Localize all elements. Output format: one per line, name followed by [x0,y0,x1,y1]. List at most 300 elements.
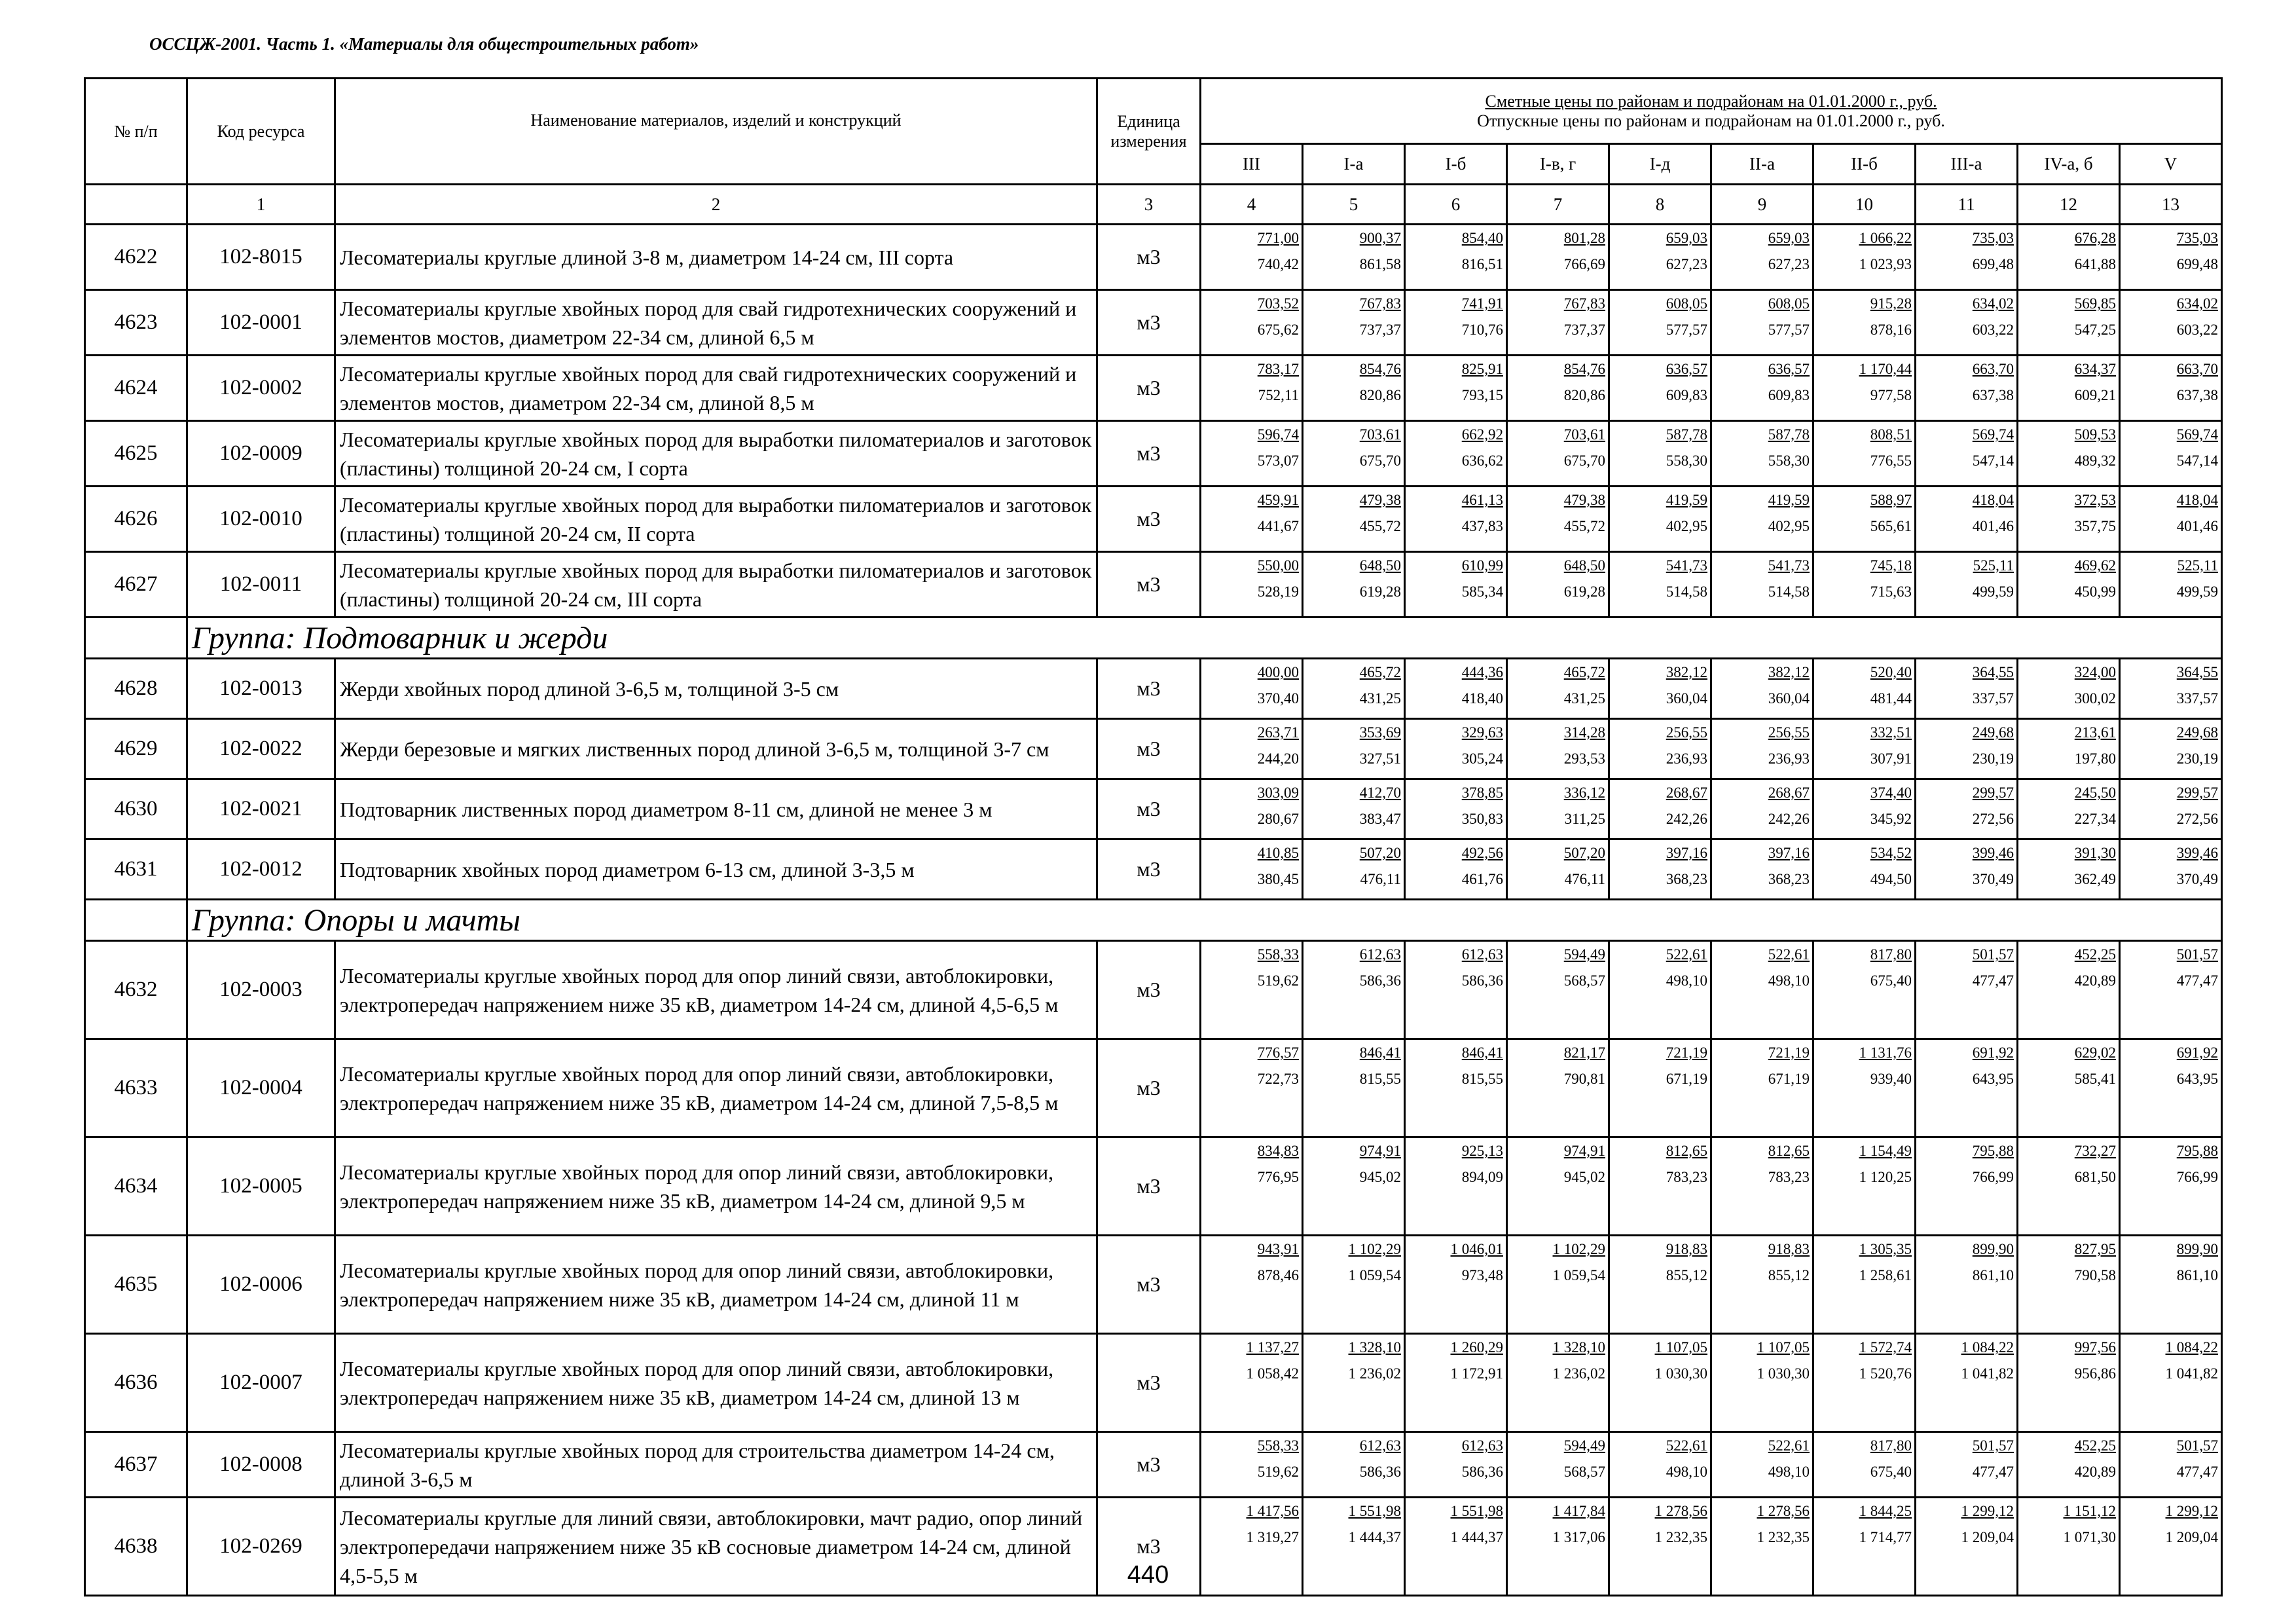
price-estimate: 1 102,29 [1552,1241,1605,1257]
row-num: 4626 [85,487,187,552]
price-release: 1 319,27 [1246,1529,1299,1545]
price-estimate: 1 084,22 [2165,1339,2219,1356]
price-release: 861,58 [1359,256,1401,272]
price-cell [2018,421,2120,487]
price-estimate: 492,56 [1461,845,1503,861]
price-cell [1916,659,2018,719]
price-estimate: 745,18 [1870,557,1912,574]
price-estimate: 522,61 [1666,1437,1707,1454]
price-cell [1711,1039,1813,1137]
price-estimate: 382,12 [1666,664,1707,680]
price-estimate: 1 299,12 [2165,1503,2219,1519]
price-release: 619,28 [1563,583,1605,600]
price-cell [2018,487,2120,552]
price-cell [1405,941,1507,1039]
material-name: Лесоматериалы круглые хвойных пород для свай гидротехнических сооружений и элементов мостов, диаметром 22-34 см, длиной 8,5 м [335,356,1097,421]
price-cell [1609,719,1711,779]
price-estimate: 808,51 [1870,426,1912,443]
price-cell [1711,290,1813,356]
price-cell [1201,941,1303,1039]
price-release: 586,36 [1359,972,1401,989]
price-estimate: 594,49 [1563,1437,1605,1454]
price-cell [2120,1039,2222,1137]
price-estimate: 812,65 [1666,1143,1707,1159]
price-release: 1 258,61 [1859,1267,1912,1283]
price-cell [1609,840,1711,900]
row-num: 4638 [85,1498,187,1596]
price-release: 1 030,30 [1654,1365,1707,1382]
price-release: 573,07 [1257,452,1299,469]
price-cell [1507,225,1609,290]
price-cell [1201,290,1303,356]
price-release: 776,55 [1870,452,1912,469]
price-cell [1609,552,1711,618]
price-cell [1916,1137,2018,1236]
price-release: 586,36 [1359,1464,1401,1480]
price-release: 441,67 [1257,518,1299,534]
column-number: 9 [1711,185,1813,225]
price-release: 1 071,30 [2063,1529,2116,1545]
price-estimate: 846,41 [1359,1044,1401,1061]
price-cell [1303,1432,1405,1498]
price-cell [1609,659,1711,719]
price-cell [1609,779,1711,840]
column-number: 1 [187,185,335,225]
material-name: Лесоматериалы круглые хвойных пород для свай гидротехнических сооружений и элементов мостов, диаметром 22-34 см, длиной 6,5 м [335,290,1097,356]
price-release: 300,02 [2074,690,2116,707]
price-cell [1201,552,1303,618]
price-release: 236,93 [1666,750,1707,767]
price-cell [2018,1334,2120,1432]
price-cell [1303,225,1405,290]
price-release: 307,91 [1870,750,1912,767]
price-estimate: 1 066,22 [1859,230,1912,246]
price-estimate: 1 107,05 [1654,1339,1707,1356]
price-release: 1 058,42 [1246,1365,1299,1382]
price-release: 776,95 [1257,1169,1299,1185]
column-number: 2 [335,185,1097,225]
price-release: 305,24 [1461,750,1503,767]
header-region: III-а [1916,144,2018,185]
price-release: 737,37 [1359,322,1401,338]
price-release: 431,25 [1359,690,1401,707]
price-estimate: 459,91 [1257,492,1299,508]
row-num: 4624 [85,356,187,421]
resource-code: 102-0008 [187,1432,335,1498]
price-release: 494,50 [1870,871,1912,887]
price-cell [1813,487,1916,552]
price-release: 766,99 [2176,1169,2219,1185]
column-number: 7 [1507,185,1609,225]
price-cell [1405,659,1507,719]
group-row [85,618,2222,659]
price-estimate: 501,57 [2176,1437,2219,1454]
resource-code: 102-0009 [187,421,335,487]
price-estimate: 569,74 [1972,426,2014,443]
price-release: 293,53 [1563,750,1605,767]
price-release: 1 444,37 [1450,1529,1503,1545]
header-unit: Единица измерения [1097,79,1201,185]
price-estimate: 353,69 [1359,724,1401,741]
price-estimate: 418,04 [2176,492,2219,508]
price-cell [1916,719,2018,779]
price-release: 327,51 [1359,750,1401,767]
price-cell [1405,719,1507,779]
price-cell [1201,1432,1303,1498]
price-release: 477,47 [2176,1464,2219,1480]
price-estimate: 612,63 [1461,946,1503,963]
price-estimate: 213,61 [2074,724,2116,741]
price-release: 401,46 [1972,518,2014,534]
price-release: 681,50 [2074,1169,2116,1185]
price-cell [2018,719,2120,779]
row-num: 4622 [85,225,187,290]
price-estimate: 659,03 [1768,230,1810,246]
price-release: 499,59 [2176,583,2219,600]
price-cell [1711,840,1813,900]
document-header: ОССЦЖ-2001. Часть 1. «Материалы для общестроительных работ» [149,34,699,54]
price-cell [1916,225,2018,290]
material-name: Подтоварник хвойных пород диаметром 6-13 см, длиной 3-3,5 м [335,840,1097,900]
price-estimate: 608,05 [1666,295,1707,312]
header-region: IV-а, б [2018,144,2120,185]
column-number: 13 [2120,185,2222,225]
price-cell [1813,1137,1916,1236]
price-release: 675,40 [1870,1464,1912,1480]
price-cell [1201,840,1303,900]
price-cell [2120,225,2222,290]
price-estimate: 1 102,29 [1348,1241,1401,1257]
price-release: 945,02 [1359,1169,1401,1185]
price-estimate: 507,20 [1359,845,1401,861]
column-number: 6 [1405,185,1507,225]
price-release: 603,22 [2176,322,2219,338]
price-release: 337,57 [2176,690,2219,707]
price-estimate: 534,52 [1870,845,1912,861]
price-release: 368,23 [1666,871,1707,887]
header-region: I-д [1609,144,1711,185]
price-estimate: 569,74 [2176,426,2219,443]
price-estimate: 854,76 [1359,361,1401,377]
price-release: 1 444,37 [1348,1529,1401,1545]
price-estimate: 801,28 [1563,230,1605,246]
price-estimate: 1 151,12 [2063,1503,2116,1519]
material-name: Жерди березовые и мягких лиственных пород длиной 3-6,5 м, толщиной 3-7 см [335,719,1097,779]
price-cell [1813,552,1916,618]
price-release: 815,55 [1359,1071,1401,1087]
price-cell [2120,779,2222,840]
price-cell [1303,1039,1405,1137]
price-estimate: 634,02 [2176,295,2219,312]
row-num: 4637 [85,1432,187,1498]
resource-code: 102-0269 [187,1498,335,1596]
price-cell [1303,1137,1405,1236]
price-cell [2120,356,2222,421]
price-estimate: 587,78 [1768,426,1810,443]
price-cell [1405,1334,1507,1432]
unit: м3 [1097,1334,1201,1432]
price-estimate: 1 572,74 [1859,1339,1912,1356]
price-cell [1507,421,1609,487]
price-release: 577,57 [1666,322,1707,338]
price-release: 643,95 [2176,1071,2219,1087]
price-estimate: 452,25 [2074,946,2116,963]
price-estimate: 1 084,22 [1961,1339,2014,1356]
unit: м3 [1097,1236,1201,1334]
material-name: Лесоматериалы круглые хвойных пород для выработки пиломатериалов и заготовок (пластины) толщиной 20-24 см, II сорта [335,487,1097,552]
price-estimate: 452,25 [2074,1437,2116,1454]
price-estimate: 691,92 [1972,1044,2014,1061]
price-estimate: 1 417,84 [1552,1503,1605,1519]
price-estimate: 263,71 [1257,724,1299,741]
price-cell [2120,659,2222,719]
row-num: 4633 [85,1039,187,1137]
group-row [85,900,2222,941]
price-estimate: 783,17 [1257,361,1299,377]
price-estimate: 703,52 [1257,295,1299,312]
price-release: 368,23 [1768,871,1810,887]
header-region: I-б [1405,144,1507,185]
price-estimate: 636,57 [1666,361,1707,377]
price-release: 461,76 [1461,871,1503,887]
price-cell [1813,290,1916,356]
price-estimate: 915,28 [1870,295,1912,312]
price-cell [2018,779,2120,840]
price-estimate: 378,85 [1461,784,1503,801]
price-estimate: 558,33 [1257,1437,1299,1454]
price-release: 420,89 [2074,972,2116,989]
price-cell [1711,659,1813,719]
price-cell [2120,290,2222,356]
price-estimate: 444,36 [1461,664,1503,680]
price-estimate: 795,88 [2176,1143,2219,1159]
material-name: Лесоматериалы круглые хвойных пород для опор линий связи, автоблокировки, электропередач напряжением ниже 35 кВ, диаметром 14-24 см, длиной 13 м [335,1334,1097,1432]
header-num: № п/п [85,79,187,185]
price-release: 380,45 [1257,871,1299,887]
price-cell [1507,290,1609,356]
price-cell [1711,421,1813,487]
price-estimate: 648,50 [1563,557,1605,574]
material-name: Лесоматериалы круглые хвойных пород для выработки пиломатериалов и заготовок (пластины) толщиной 20-24 см, III сорта [335,552,1097,618]
table-row [85,421,2222,487]
price-cell [1813,719,1916,779]
price-estimate: 550,00 [1257,557,1299,574]
price-release: 360,04 [1666,690,1707,707]
price-estimate: 268,67 [1768,784,1810,801]
price-release: 568,57 [1563,972,1605,989]
price-cell [1711,1432,1813,1498]
price-estimate: 268,67 [1666,784,1707,801]
price-estimate: 721,19 [1768,1044,1810,1061]
price-estimate: 399,46 [1972,845,2014,861]
price-cell [1303,1236,1405,1334]
price-cell [1303,659,1405,719]
price-estimate: 1 551,98 [1348,1503,1401,1519]
price-release: 370,49 [1972,871,2014,887]
header-code: Код ресурса [187,79,335,185]
price-estimate: 997,56 [2074,1339,2116,1356]
price-estimate: 412,70 [1359,784,1401,801]
row-num: 4631 [85,840,187,900]
price-cell [1609,1137,1711,1236]
price-cell [1711,356,1813,421]
price-release: 280,67 [1257,811,1299,827]
row-num: 4632 [85,941,187,1039]
price-cell [1711,225,1813,290]
price-estimate: 596,74 [1257,426,1299,443]
price-estimate: 1 278,56 [1757,1503,1810,1519]
resource-code: 102-8015 [187,225,335,290]
price-release: 272,56 [1972,811,2014,827]
price-release: 675,70 [1563,452,1605,469]
price-cell [1405,779,1507,840]
price-estimate: 612,63 [1461,1437,1503,1454]
price-cell [1813,421,1916,487]
price-estimate: 1 278,56 [1654,1503,1707,1519]
price-release: 337,57 [1972,690,2014,707]
price-cell [1711,1334,1813,1432]
price-cell [1609,1039,1711,1137]
price-cell [1916,487,2018,552]
price-release: 370,49 [2176,871,2219,887]
price-release: 1 232,35 [1654,1529,1707,1545]
group-spacer [85,900,187,941]
price-cell [2018,290,2120,356]
price-release: 311,25 [1564,811,1605,827]
unit: м3 [1097,719,1201,779]
price-estimate: 918,83 [1768,1241,1810,1257]
price-cell [1405,1137,1507,1236]
price-cell [2120,1334,2222,1432]
price-cell [1711,719,1813,779]
price-release: 671,19 [1666,1071,1707,1087]
column-number: 3 [1097,185,1201,225]
price-estimate: 1 305,35 [1859,1241,1912,1257]
price-cell [2018,659,2120,719]
price-cell [1711,941,1813,1039]
price-release: 350,83 [1461,811,1503,827]
price-estimate: 558,33 [1257,946,1299,963]
price-cell [1201,1039,1303,1137]
price-cell [1711,552,1813,618]
price-release: 722,73 [1257,1071,1299,1087]
price-cell [1507,941,1609,1039]
price-cell [1303,719,1405,779]
header-region: III [1201,144,1303,185]
price-cell [1609,941,1711,1039]
price-release: 558,30 [1666,452,1707,469]
price-release: 609,83 [1768,387,1810,403]
price-cell [1711,779,1813,840]
group-title: Группа: Опоры и мачты [187,900,2222,941]
resource-code: 102-0021 [187,779,335,840]
column-number: 12 [2018,185,2120,225]
price-release: 370,40 [1257,690,1299,707]
price-estimate: 374,40 [1870,784,1912,801]
price-estimate: 812,65 [1768,1143,1810,1159]
price-estimate: 501,57 [1972,1437,2014,1454]
price-release: 547,25 [2074,322,2116,338]
price-release: 675,62 [1257,322,1299,338]
price-estimate: 336,12 [1563,784,1605,801]
price-release: 861,10 [1972,1267,2014,1283]
price-cell [1201,487,1303,552]
price-release: 362,49 [2074,871,2116,887]
price-release: 499,59 [1972,583,2014,600]
price-release: 450,99 [2074,583,2116,600]
price-cell [1303,552,1405,618]
price-estimate: 479,38 [1563,492,1605,508]
price-release: 402,95 [1666,518,1707,534]
price-release: 402,95 [1768,518,1810,534]
price-cell [2018,225,2120,290]
price-estimate: 594,49 [1563,946,1605,963]
price-release: 699,48 [1972,256,2014,272]
price-cell [1609,290,1711,356]
price-release: 558,30 [1768,452,1810,469]
price-estimate: 391,30 [2074,845,2116,861]
price-estimate: 608,05 [1768,295,1810,312]
price-estimate: 612,63 [1359,1437,1401,1454]
price-cell [1711,1236,1813,1334]
resource-code: 102-0022 [187,719,335,779]
table-row [85,719,2222,779]
price-estimate: 1 417,56 [1246,1503,1299,1519]
price-estimate: 1 551,98 [1450,1503,1503,1519]
price-cell [1711,487,1813,552]
price-release: 244,20 [1257,750,1299,767]
price-release: 1 714,77 [1859,1529,1912,1545]
price-estimate: 659,03 [1666,230,1707,246]
price-release: 437,83 [1461,518,1503,534]
price-release: 636,62 [1461,452,1503,469]
table-row [85,225,2222,290]
price-cell [2120,1137,2222,1236]
price-release: 699,48 [2176,256,2219,272]
price-cell [1405,290,1507,356]
unit: м3 [1097,1137,1201,1236]
price-release: 481,44 [1870,690,1912,707]
price-release: 420,89 [2074,1464,2116,1480]
price-release: 1 236,02 [1348,1365,1401,1382]
price-release: 894,09 [1461,1169,1503,1185]
price-release: 783,23 [1768,1169,1810,1185]
resource-code: 102-0001 [187,290,335,356]
price-estimate: 419,59 [1768,492,1810,508]
price-cell [1405,421,1507,487]
material-name: Лесоматериалы круглые хвойных пород для выработки пиломатериалов и заготовок (пластины) толщиной 20-24 см, I сорта [335,421,1097,487]
price-release: 547,14 [1972,452,2014,469]
price-cell [1303,290,1405,356]
price-cell [2018,356,2120,421]
price-cell [1916,290,2018,356]
column-number: 4 [1201,185,1303,225]
price-estimate: 329,63 [1461,724,1503,741]
price-release: 401,46 [2176,518,2219,534]
price-estimate: 419,59 [1666,492,1707,508]
price-estimate: 634,37 [2074,361,2116,377]
table-row [85,290,2222,356]
unit: м3 [1097,941,1201,1039]
table-row [85,1236,2222,1334]
price-release: 519,62 [1257,972,1299,989]
table-row [85,941,2222,1039]
price-estimate: 418,04 [1972,492,2014,508]
price-cell [1916,840,2018,900]
price-estimate: 676,28 [2074,230,2116,246]
price-release: 547,14 [2176,452,2219,469]
price-estimate: 299,57 [1972,784,2014,801]
